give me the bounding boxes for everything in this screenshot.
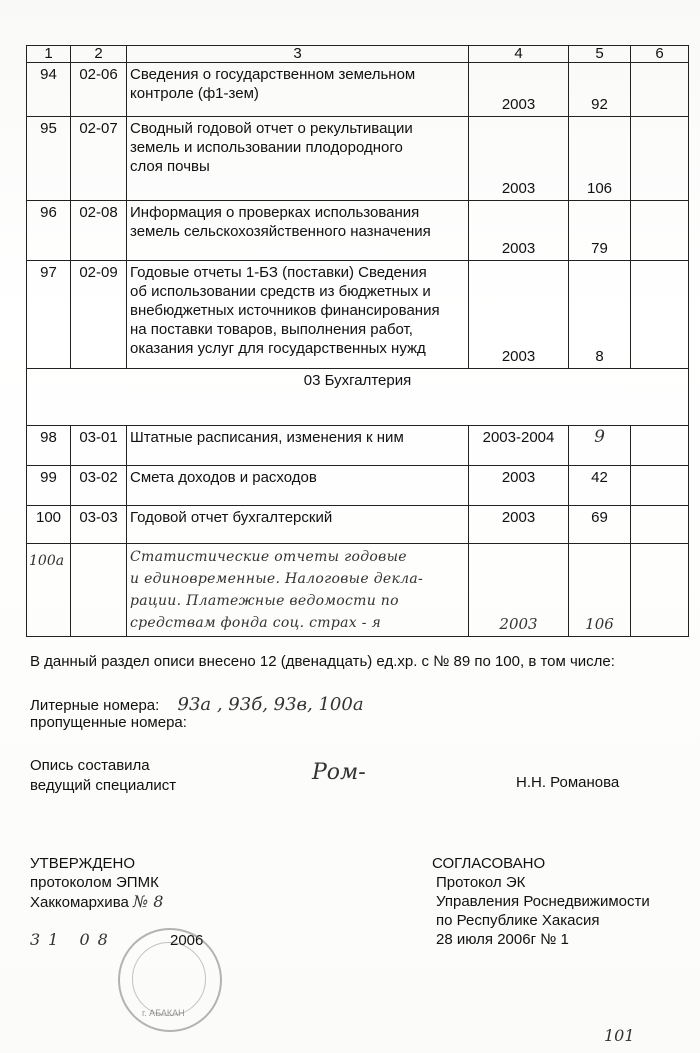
row-index [71,544,127,637]
row-number: 95 [27,117,71,201]
row-title [127,117,469,201]
compiled-line: ведущий специалист [30,777,177,794]
title-line: земель сельскохозяйственного назначения [130,223,431,240]
agreed-line: 28 июля 2006г № 1 [436,931,569,948]
literal-numbers [30,694,364,715]
row-count: 92 [569,63,631,117]
header-cell: 4 [469,46,569,63]
table-row [27,506,689,544]
protocol-number: № 8 [133,892,164,911]
row-index: 02-08 [71,201,127,261]
row-number: 99 [27,466,71,506]
round-seal [118,928,222,1032]
row-number: 100 [27,506,71,544]
row-count: 69 [569,506,631,544]
approved-year: 2006 [169,932,204,949]
row-years: 2003 [469,506,569,544]
approved-archive: Хаккомархива [30,894,129,911]
row-years: 2003-2004 [469,426,569,466]
title-line: Сведения о государственном земельном [130,66,416,83]
title-line: Сводный годовой отчет о рекультивации [130,120,413,137]
row-note [631,426,689,466]
table-row [27,117,689,201]
page-number: 101 [604,1026,635,1045]
row-number: 98 [27,426,71,466]
table-row [27,426,689,466]
header-cell: 3 [127,46,469,63]
agreed-line: по Республике Хакасия [436,912,600,929]
agreed-block [432,854,650,949]
title-line: на поставки товаров, выполнения работ, [130,321,413,338]
row-years: 2003 [469,117,569,201]
row-note [631,506,689,544]
row-note [631,117,689,201]
row-note [631,544,689,637]
row-index: 02-07 [71,117,127,201]
row-count: 106 [569,117,631,201]
section-title: 03 Бухгалтерия [27,369,689,426]
header-cell: 2 [71,46,127,63]
row-count: 8 [569,261,631,369]
compiled-line: Опись составила [30,757,150,774]
title-line: земель и использовании плодородного [130,139,403,156]
row-index: 03-01 [71,426,127,466]
summary-note: В данный раздел описи внесено 12 (двенадцать) ед.хр. с № 89 по 100, в том числе: [30,653,615,670]
row-note [631,201,689,261]
section-row [27,369,689,426]
row-number: 96 [27,201,71,261]
title-line: Статистические отчеты годовые [130,549,407,565]
approved-title: УТВЕРЖДЕНО [30,855,136,872]
row-count: 9 [569,426,631,466]
row-title [127,544,469,637]
row-title: Смета доходов и расходов [127,466,469,506]
row-title [127,261,469,369]
row-note [631,261,689,369]
row-index: 03-03 [71,506,127,544]
title-line: и единовременные. Налоговые декла- [130,571,424,587]
row-note [631,466,689,506]
table-row [27,63,689,117]
title-line: Годовые отчеты 1-БЗ (поставки) Сведения [130,264,427,281]
row-index: 03-02 [71,466,127,506]
title-line: оказания услуг для государственных нужд [130,340,426,357]
table-row [27,261,689,369]
handwritten-row [27,544,689,637]
seal-inner-ring [132,942,206,1016]
row-title [127,63,469,117]
compiler-name: Н.Н. Романова [516,774,620,791]
row-title: Штатные расписания, изменения к ним [127,426,469,466]
row-count: 79 [569,201,631,261]
skipped-label: пропущенные номера: [30,714,187,731]
title-line: Информация о проверках использования [130,204,420,221]
compiled-by [30,756,176,796]
header-cell: 6 [631,46,689,63]
row-index: 02-09 [71,261,127,369]
table-row [27,466,689,506]
row-number: 97 [27,261,71,369]
row-years: 2003 [469,63,569,117]
approved-date: 31 08 [30,930,116,949]
row-title [127,201,469,261]
row-index: 02-06 [71,63,127,117]
agreed-line: Протокол ЭК [436,874,526,891]
title-line: контроле (ф1-зем) [130,85,259,102]
inventory-table [26,45,689,637]
signature: Ром- [312,760,366,785]
row-years: 2003 [469,544,569,637]
row-title: Годовой отчет бухгалтерский [127,506,469,544]
title-line: об использовании средств из бюджетных и [130,283,431,300]
title-line: внебюджетных источников финансирования [130,302,440,319]
approved-line: протоколом ЭПМК [30,874,159,891]
header-cell: 5 [569,46,631,63]
table-row [27,201,689,261]
row-years: 2003 [469,201,569,261]
literal-label: Литерные номера: [30,697,160,714]
header-cell: 1 [27,46,71,63]
agreed-line: Управления Роснедвижимости [436,893,650,910]
row-count: 106 [569,544,631,637]
row-years: 2003 [469,261,569,369]
title-line: слоя почвы [130,158,210,175]
row-count: 42 [569,466,631,506]
row-number: 100а [27,544,71,637]
agreed-title: СОГЛАСОВАНО [432,855,546,872]
row-note [631,63,689,117]
literal-values: 93а , 93б, 93в, 100а [177,694,364,715]
row-number: 94 [27,63,71,117]
row-years: 2003 [469,466,569,506]
title-line: средствам фонда соц. страх - я [130,615,382,631]
seal-text: г. АБАКАН [142,1008,185,1018]
table-header-row [27,46,689,63]
title-line: рации. Платежные ведомости по [130,593,399,609]
approved-line [30,892,203,912]
